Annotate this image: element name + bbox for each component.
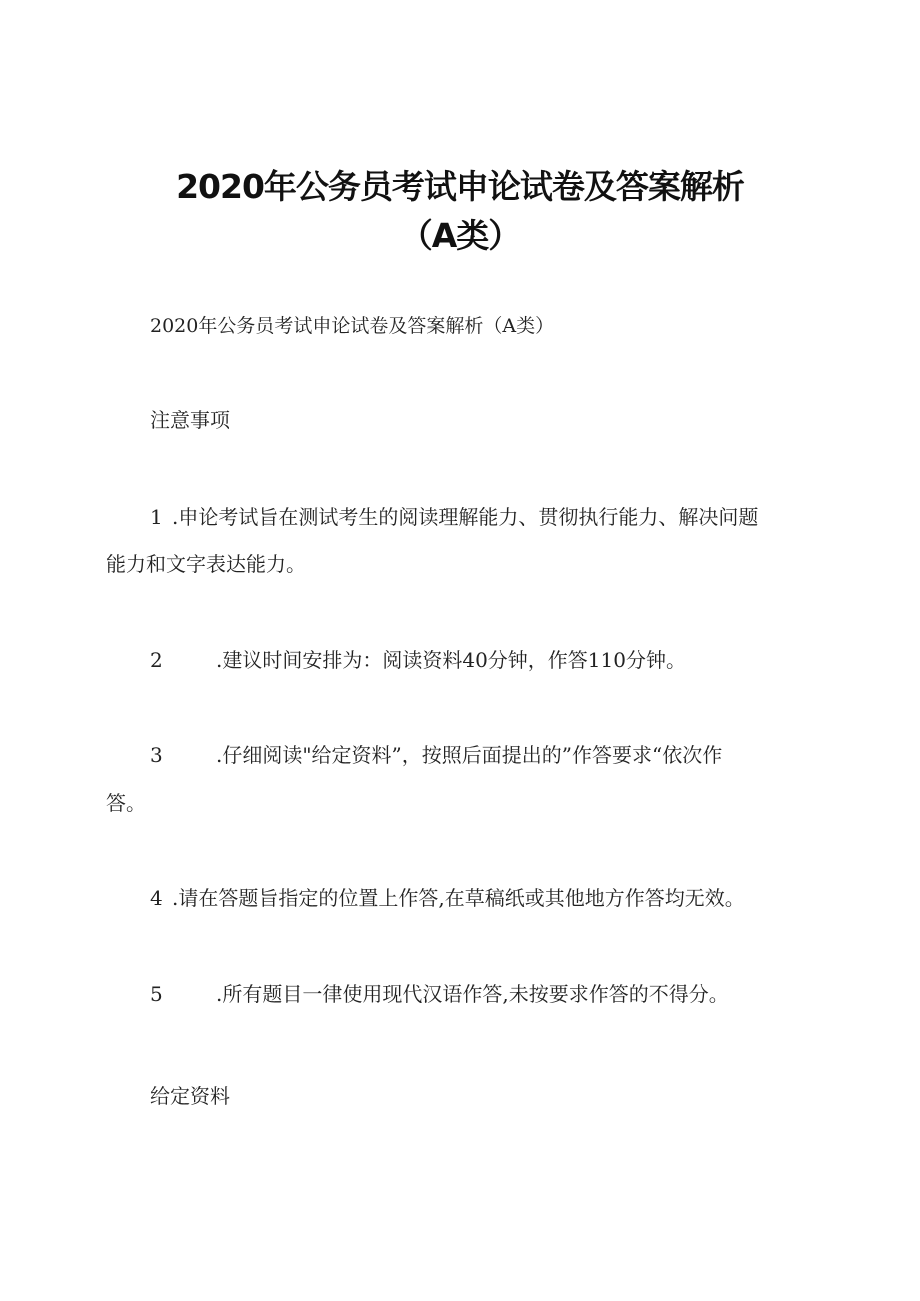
notice-item-3-continued: 答。	[106, 791, 146, 815]
document-title-line1: 2020年公务员考试申论试卷及答案解析	[176, 167, 744, 206]
item-text: .所有题目一律使用现代汉语作答,未按要求作答的不得分。	[216, 982, 729, 1006]
notice-item-2	[150, 646, 686, 674]
item-number: 2	[150, 648, 163, 672]
notice-item-1	[150, 503, 758, 531]
item-number: 1	[150, 505, 163, 529]
item-number: 4	[150, 886, 163, 910]
notice-heading: 注意事项	[150, 408, 230, 432]
notice-item-1-continued: 能力和文字表达能力。	[106, 552, 306, 576]
item-text: .申论考试旨在测试考生的阅读理解能力、贯彻执行能力、解决问题	[172, 505, 759, 529]
item-text: .建议时间安排为：阅读资料40分钟，作答110分钟。	[216, 648, 686, 672]
item-text: .仔细阅读"给定资料”，按照后面提出的”作答要求“依次作	[216, 743, 723, 767]
item-number: 3	[150, 743, 163, 767]
notice-item-3	[150, 741, 722, 769]
item-text: .请在答题旨指定的位置上作答,在草稿纸或其他地方作答均无效。	[172, 886, 745, 910]
notice-item-5	[150, 980, 729, 1008]
document-title-line2: （A类）	[399, 216, 521, 255]
item-number: 5	[150, 982, 163, 1006]
materials-heading: 给定资料	[150, 1084, 230, 1108]
document-subtitle: 2020年公务员考试申论试卷及答案解析（A类）	[150, 315, 555, 337]
notice-item-4	[150, 884, 745, 912]
